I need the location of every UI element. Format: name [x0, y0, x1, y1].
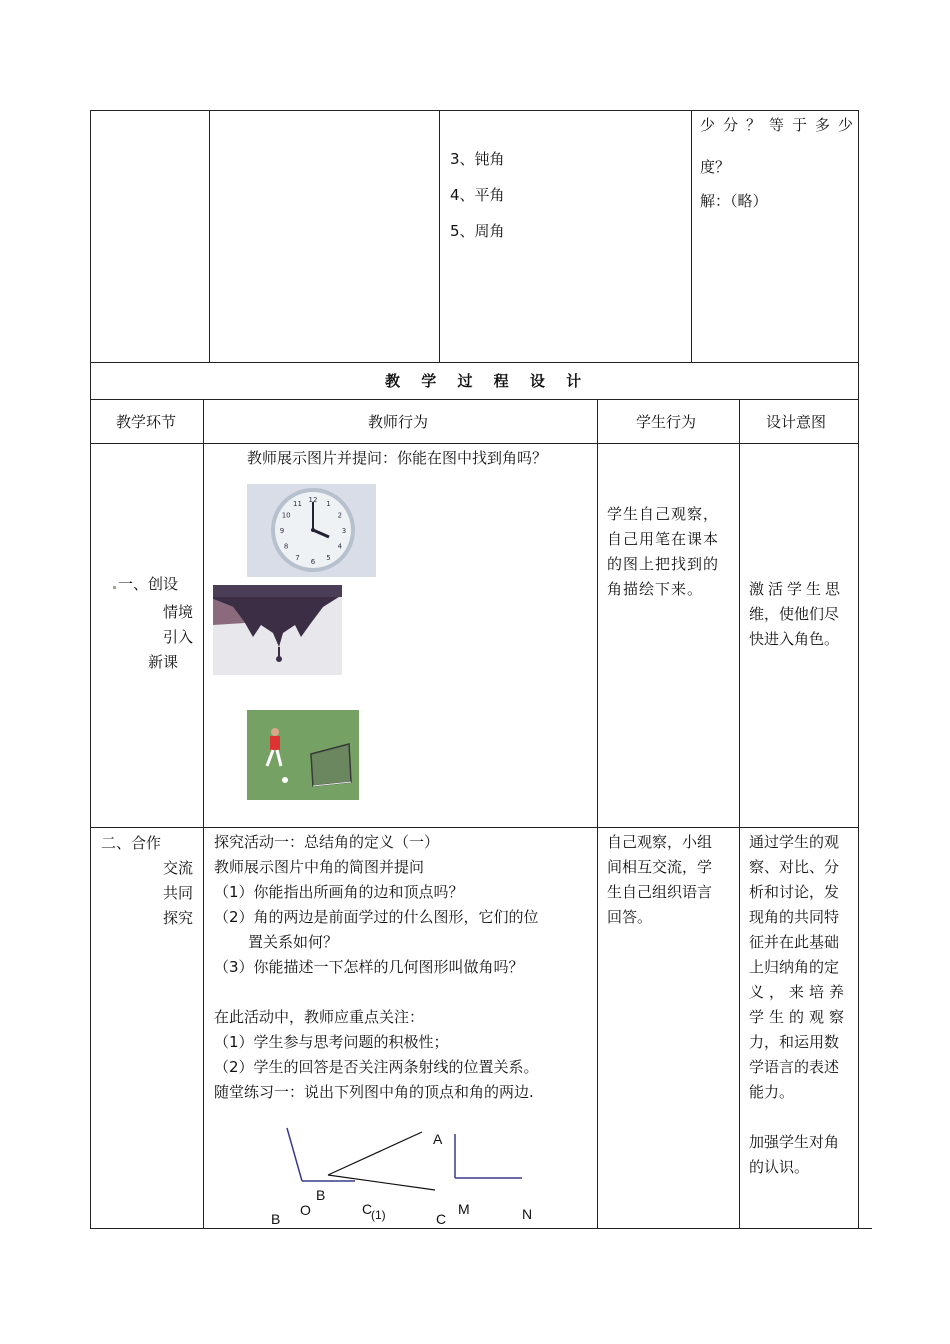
header-student: 学生行为: [636, 413, 697, 431]
label-O: O: [300, 1202, 311, 1218]
clock-number: 1: [326, 500, 331, 509]
student-action-1: 学生自己观察， 自己用笔在课本 的图上把找到的 角描绘下来。: [607, 505, 720, 598]
angle-type-straight: 4、平角: [450, 186, 505, 204]
clock-number: 8: [283, 542, 289, 551]
design-intent-1: 激活学生思 维，使他们尽 快进入角色。: [749, 580, 845, 648]
angle-type-round: 5、周角: [450, 222, 505, 240]
clock-number: 3: [341, 527, 347, 535]
angle-type-obtuse: 3、钝角: [450, 150, 505, 168]
stage1-line1: 一、创设: [118, 575, 179, 593]
label-B-outer: B: [271, 1211, 281, 1227]
stage1-line2: 情境: [163, 603, 194, 621]
clock-number: 5: [326, 553, 331, 562]
label-B-inner: B: [316, 1187, 326, 1203]
soccer-image: [247, 710, 359, 800]
clock-number: 10: [281, 511, 291, 520]
clock-image: [247, 484, 376, 577]
stage1-line4: 新课: [148, 653, 179, 671]
clock-number: 7: [295, 553, 300, 562]
label-C-first: C: [362, 1201, 373, 1217]
student-action-2: 自己观察，小组 间相互交流，学 生自己组织语言 回答。: [607, 833, 713, 926]
clock-number: 6: [310, 558, 316, 566]
process-title: 教 学 过 程 设 计: [385, 372, 584, 390]
header-stage: 教学环节: [116, 413, 177, 431]
clock-number: 4: [337, 542, 343, 551]
label-M: M: [458, 1201, 470, 1217]
clock-number: 9: [279, 527, 285, 535]
label-figure-1: (1): [371, 1208, 386, 1222]
clock-number: 12: [308, 496, 318, 504]
stage2-line2: 交流: [163, 859, 194, 877]
label-C-second: C: [436, 1211, 447, 1227]
stage1-line3: 引入: [163, 628, 194, 646]
label-A: A: [433, 1131, 443, 1147]
label-N: N: [522, 1206, 533, 1222]
teacher-prompt: 教师展示图片并提问：你能在图中找到角吗？: [247, 449, 548, 467]
design-intent-2: 通过学生的观 察、对比、分 析和讨论，发 现角的共同特 征并在此基础 上归纳角的定 义，来培养 学生的观察 力，和运用数 学语言的表述 能力。 加强学生对角 的认识。: [749, 833, 850, 1176]
stage2-line3: 共同: [163, 884, 194, 902]
clock-number: 2: [337, 511, 343, 520]
building-image: [213, 585, 342, 675]
clock-number: 11: [293, 500, 302, 509]
teacher-action-2: 探究活动一：总结角的定义（一） 教师展示图片中角的简图并提问 （1）你能指出所画角的边和顶点吗？ （2）角的两边是前面学过的什么图形，它们的位 置关系如何？ （3）你能描述一下怎样的几何图形叫做角吗？ 在此活动中，教师应重点关注： （1）学生参与思考问题的积极性； （2）学生的回答是否关注两条射线的位置关系。 随堂练习一：说出下列图中角的顶点和角的两边.: [214, 833, 539, 1101]
stage2-line4: 探究: [163, 909, 194, 927]
question-text-line2: 度？: [700, 158, 731, 176]
stage2-line1: 二、合作: [101, 834, 162, 852]
header-teacher: 教师行为: [368, 413, 429, 431]
angle-figure: [250, 1120, 550, 1228]
header-intent: 设计意图: [766, 413, 827, 431]
question-text-line1: 少分？等于多少: [700, 116, 862, 134]
solution-text: 解：（略）: [700, 192, 768, 210]
